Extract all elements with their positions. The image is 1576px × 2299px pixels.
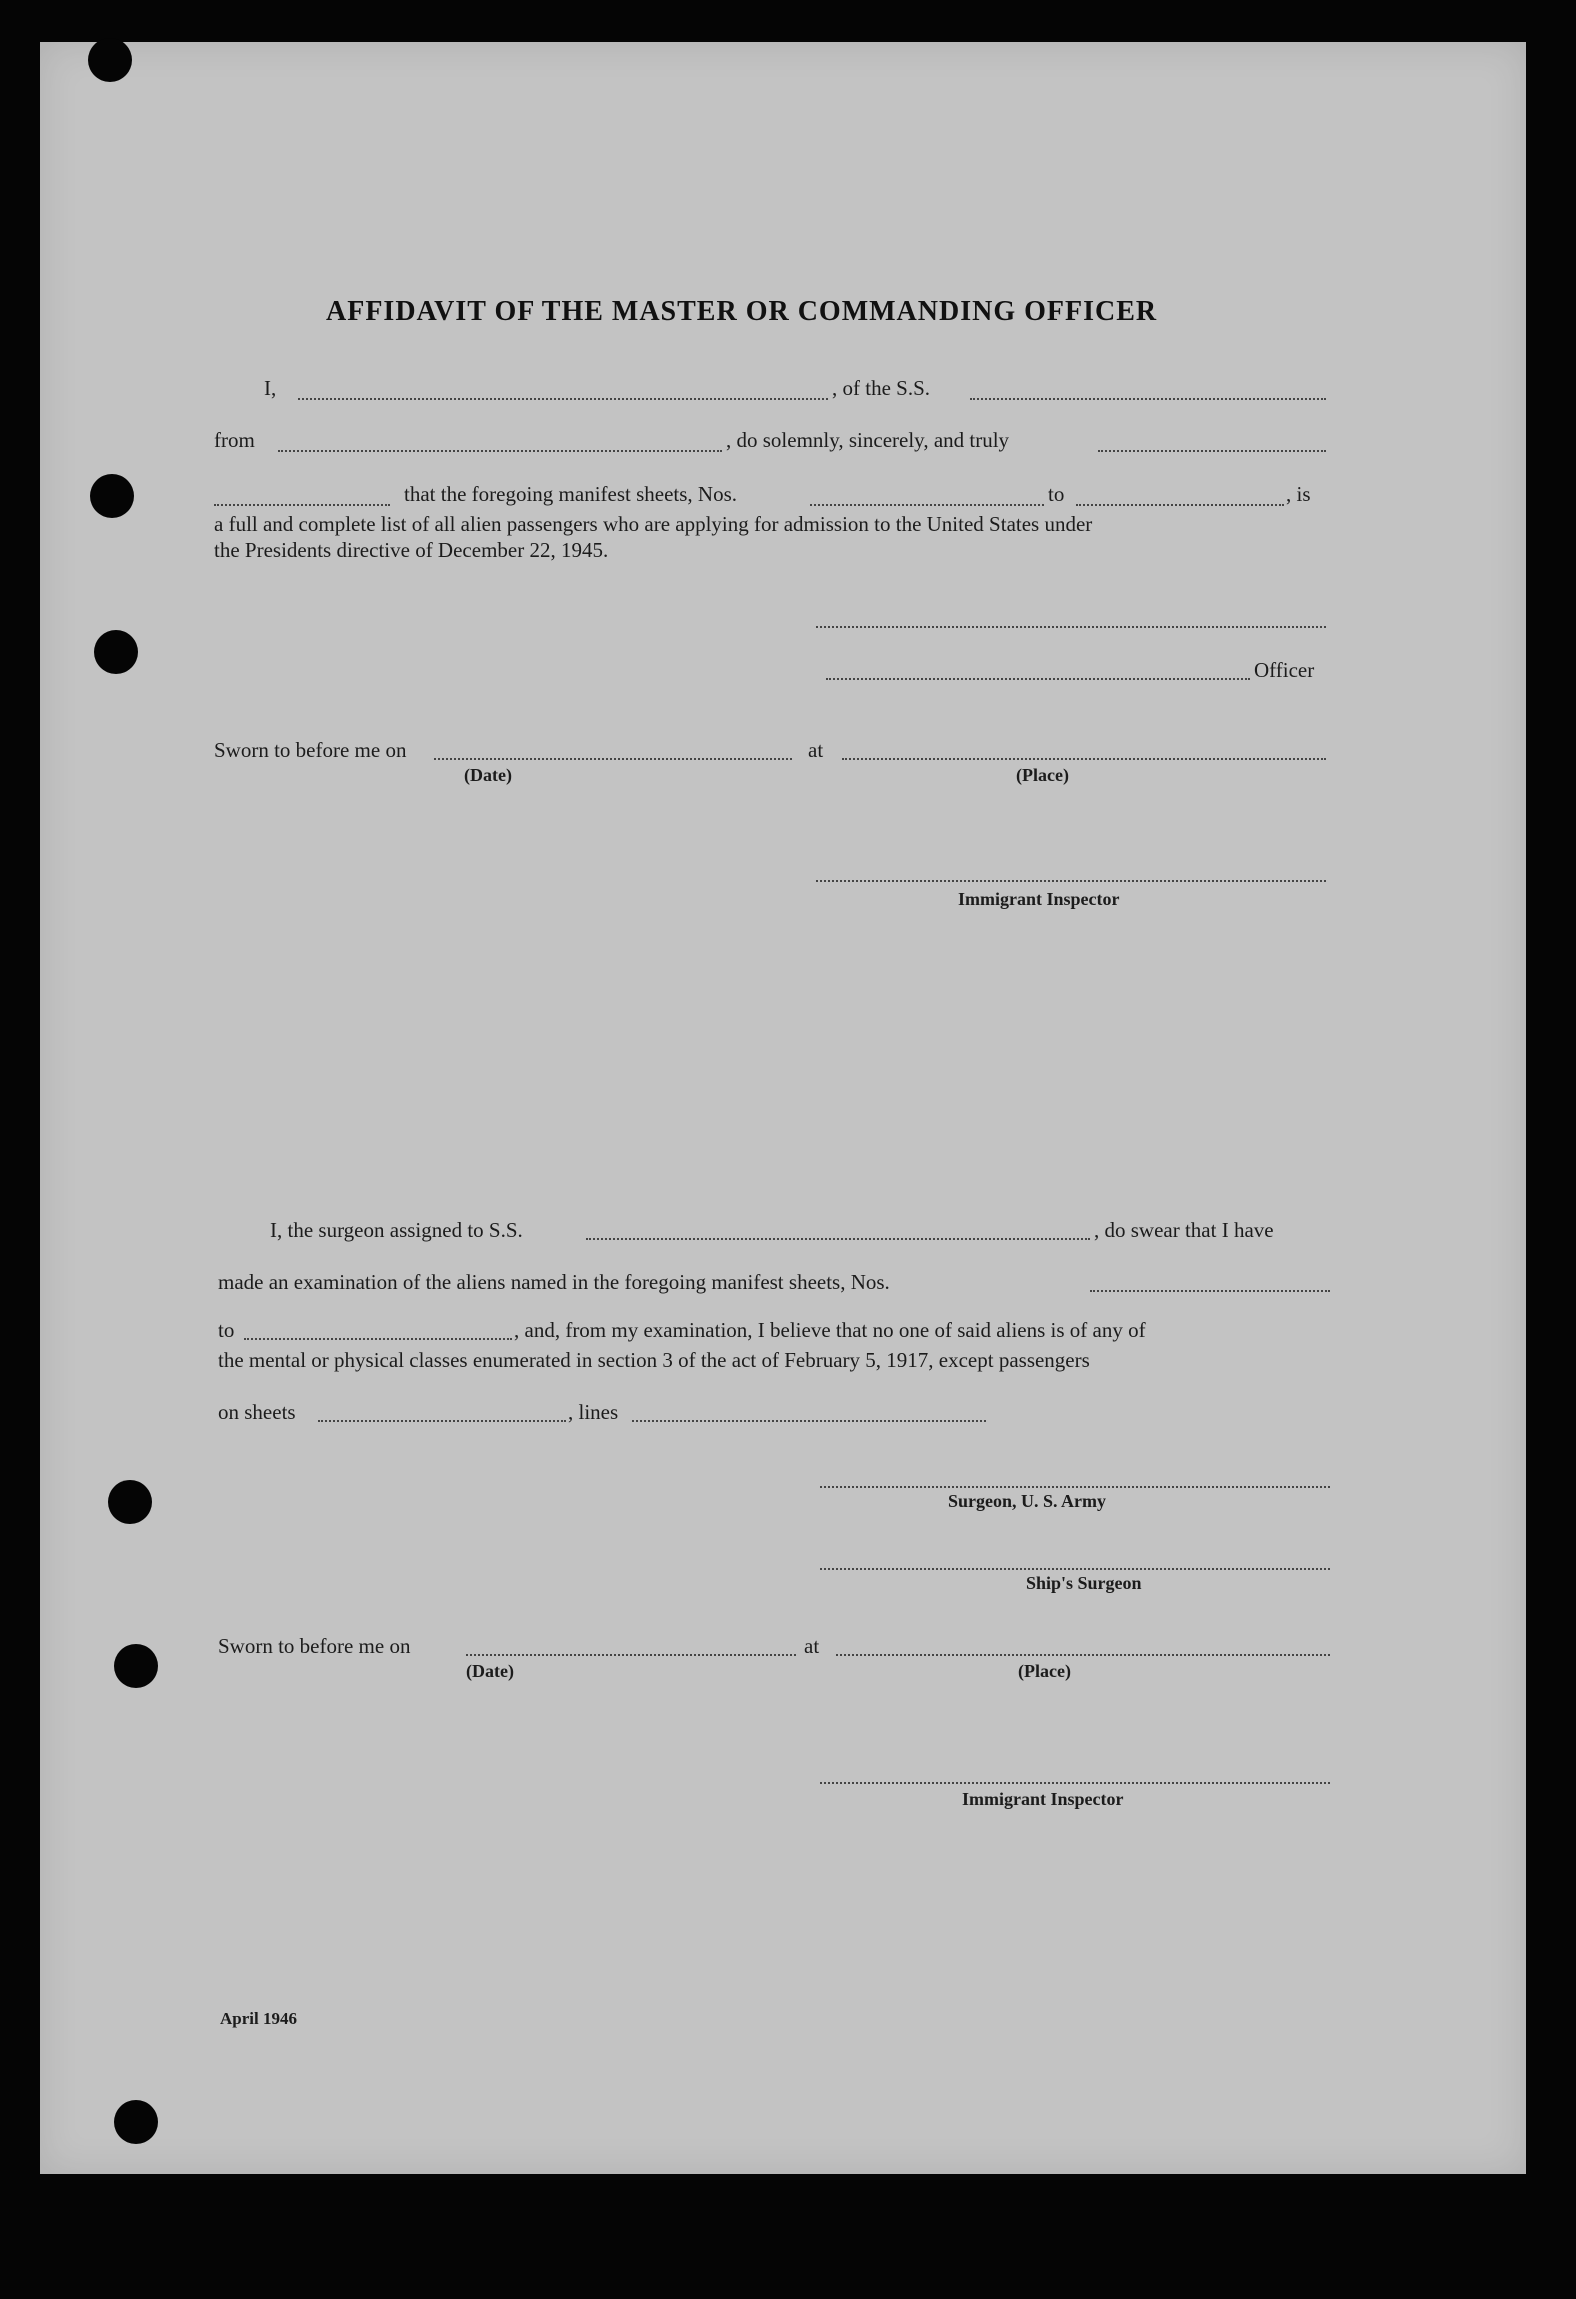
punch-hole	[90, 474, 134, 518]
master-line1-ss: , of the S.S.	[832, 376, 931, 400]
master-sheet-to-field	[1076, 504, 1284, 506]
ships-surgeon-label: Ship's Surgeon	[1026, 1573, 1142, 1593]
master-oath-field	[1098, 450, 1326, 452]
punch-hole	[94, 630, 138, 674]
form-date: April 1946	[220, 2009, 297, 2028]
surgeon-line2: made an examination of the aliens named in the foregoing manifest sheets, Nos.	[218, 1270, 890, 1294]
master-line2-from: from	[214, 428, 255, 452]
master-inspector-line	[816, 880, 1326, 882]
surgeon-line4: the mental or physical classes enumerated in section 3 of the act of February 5, 1917, except passengers	[218, 1348, 1090, 1372]
master-at-label: at	[808, 738, 824, 762]
master-date-caption: (Date)	[464, 765, 512, 785]
master-line4: a full and complete list of all alien passengers who are applying for admission to the United States under	[214, 512, 1093, 536]
master-inspector-label: Immigrant Inspector	[958, 889, 1120, 909]
surgeon-inspector-label: Immigrant Inspector	[962, 1789, 1124, 1809]
ships-surgeon-line	[820, 1568, 1330, 1570]
master-line1-i: I,	[264, 376, 277, 400]
surgeon-sworn-date-field	[466, 1654, 796, 1656]
surgeon-sworn-label: Sworn to before me on	[218, 1634, 411, 1658]
surgeon-date-caption: (Date)	[466, 1661, 514, 1681]
surgeon-onsheets-field	[318, 1420, 566, 1422]
surgeon-ship-field	[586, 1238, 1090, 1240]
officer-signature-line	[826, 678, 1250, 680]
master-line3-to: to	[1048, 482, 1065, 506]
surgeon-inspector-line	[820, 1782, 1330, 1784]
page-title: AFFIDAVIT OF THE MASTER OR COMMANDING OFFICER	[326, 296, 1158, 327]
master-name-field	[298, 398, 828, 400]
surgeon-line1-a: I, the surgeon assigned to S.S.	[270, 1218, 523, 1242]
surgeon-lines-field	[632, 1420, 986, 1422]
surgeon-line1-b: , do swear that I have	[1094, 1218, 1274, 1242]
punch-hole	[108, 1480, 152, 1524]
surgeon-sheets-to-field	[244, 1338, 512, 1340]
master-line3-is: , is	[1286, 482, 1311, 506]
punch-hole	[114, 2100, 158, 2144]
officer-label: Officer	[1254, 658, 1315, 682]
army-surgeon-label: Surgeon, U. S. Army	[948, 1491, 1107, 1511]
master-line2-solemnly: , do solemnly, sincerely, and truly	[726, 428, 1010, 452]
surgeon-line5-a: on sheets	[218, 1400, 296, 1424]
master-sworn-label: Sworn to before me on	[214, 738, 407, 762]
surgeon-sheets-field	[1090, 1290, 1330, 1292]
document-page	[40, 42, 1526, 2174]
surgeon-sworn-place-field	[836, 1654, 1330, 1656]
surgeon-at-label: at	[804, 1634, 820, 1658]
master-line5: the Presidents directive of December 22, 1945.	[214, 538, 609, 562]
army-surgeon-line	[820, 1486, 1330, 1488]
surgeon-place-caption: (Place)	[1018, 1661, 1071, 1681]
master-oath-word-field	[214, 504, 390, 506]
master-signature-line	[816, 626, 1326, 628]
surgeon-line5-b: , lines	[568, 1400, 619, 1424]
punch-hole	[114, 1644, 158, 1688]
master-from-field	[278, 450, 722, 452]
master-sheet-from-field	[810, 504, 1044, 506]
punch-hole	[88, 38, 132, 82]
master-sworn-place-field	[842, 758, 1326, 760]
master-line3-that: that the foregoing manifest sheets, Nos.	[404, 482, 738, 506]
master-sworn-date-field	[434, 758, 792, 760]
master-ship-field	[970, 398, 1326, 400]
master-place-caption: (Place)	[1016, 765, 1069, 785]
surgeon-line3-to: to	[218, 1318, 235, 1342]
surgeon-line3-b: , and, from my examination, I believe that no one of said aliens is of any of	[514, 1318, 1146, 1342]
